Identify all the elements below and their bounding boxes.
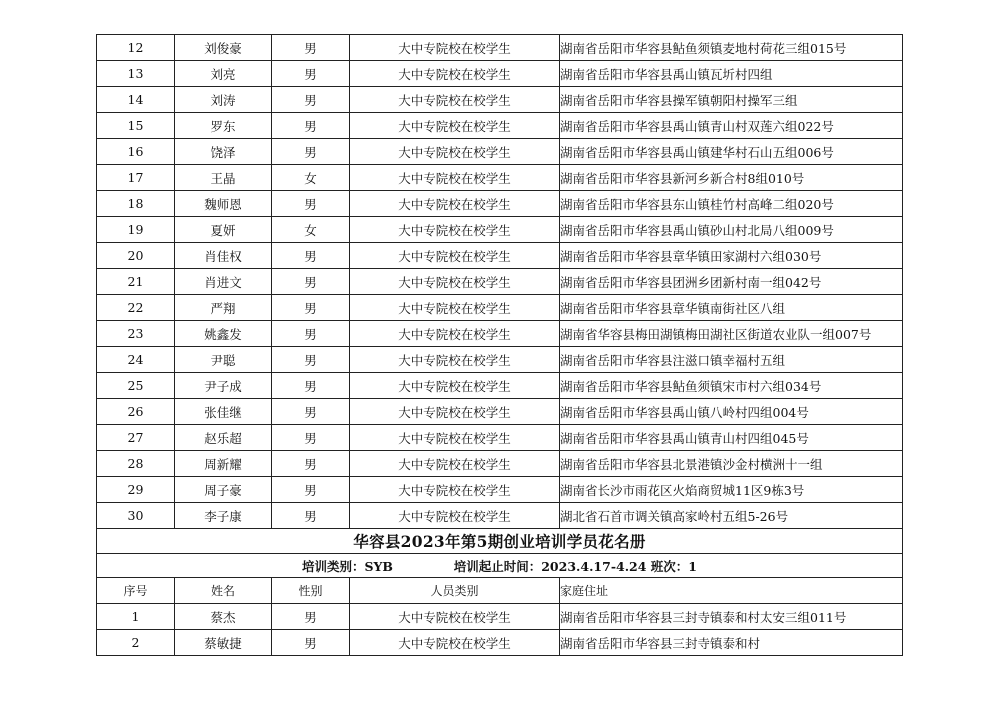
cell-gender: 男 xyxy=(272,477,350,503)
header-name: 姓名 xyxy=(175,578,272,604)
roster-title: 华容县2023年第5期创业培训学员花名册 xyxy=(97,529,903,554)
cell-no: 15 xyxy=(97,113,175,139)
cell-name: 尹子成 xyxy=(175,373,272,399)
cell-no: 20 xyxy=(97,243,175,269)
table-row xyxy=(97,191,903,217)
cell-type: 大中专院校在校学生 xyxy=(350,113,560,139)
cell-name: 蔡敏捷 xyxy=(175,630,272,656)
cell-address: 湖南省华容县梅田湖镇梅田湖社区街道农业队一组007号 xyxy=(560,321,903,347)
table-row xyxy=(97,35,903,61)
cell-address: 湖南省岳阳市华容县章华镇田家湖村六组030号 xyxy=(560,243,903,269)
cell-type: 大中专院校在校学生 xyxy=(350,321,560,347)
cell-address: 湖南省岳阳市华容县操军镇朝阳村操军三组 xyxy=(560,87,903,113)
header-address: 家庭住址 xyxy=(560,578,903,604)
cell-no: 2 xyxy=(97,630,175,656)
cell-gender: 男 xyxy=(272,87,350,113)
cell-type: 大中专院校在校学生 xyxy=(350,61,560,87)
cell-address: 湖南省岳阳市华容县东山镇桂竹村高峰二组020号 xyxy=(560,191,903,217)
table-row xyxy=(97,87,903,113)
cell-type: 大中专院校在校学生 xyxy=(350,191,560,217)
cell-address: 湖南省岳阳市华容县新河乡新合村8组010号 xyxy=(560,165,903,191)
cell-address: 湖北省石首市调关镇高家岭村五组5-26号 xyxy=(560,503,903,529)
cell-type: 大中专院校在校学生 xyxy=(350,503,560,529)
table-row xyxy=(97,347,903,373)
cell-no: 26 xyxy=(97,399,175,425)
section-title-row xyxy=(97,529,903,554)
cell-gender: 男 xyxy=(272,295,350,321)
cell-address: 湖南省岳阳市华容县章华镇南街社区八组 xyxy=(560,295,903,321)
cell-no: 16 xyxy=(97,139,175,165)
cell-type: 大中专院校在校学生 xyxy=(350,269,560,295)
cell-no: 14 xyxy=(97,87,175,113)
cell-address: 湖南省岳阳市华容县鲇鱼须镇宋市村六组034号 xyxy=(560,373,903,399)
cell-address: 湖南省岳阳市华容县禹山镇八岭村四组004号 xyxy=(560,399,903,425)
cell-name: 尹聪 xyxy=(175,347,272,373)
cell-no: 25 xyxy=(97,373,175,399)
cell-type: 大中专院校在校学生 xyxy=(350,630,560,656)
cell-name: 魏师恩 xyxy=(175,191,272,217)
table-row xyxy=(97,139,903,165)
table-row xyxy=(97,451,903,477)
cell-name: 饶泽 xyxy=(175,139,272,165)
header-type: 人员类别 xyxy=(350,578,560,604)
cell-no: 21 xyxy=(97,269,175,295)
cell-gender: 男 xyxy=(272,191,350,217)
table-row xyxy=(97,269,903,295)
cell-address: 湖南省长沙市雨花区火焰商贸城11区9栋3号 xyxy=(560,477,903,503)
cell-name: 刘亮 xyxy=(175,61,272,87)
cell-type: 大中专院校在校学生 xyxy=(350,347,560,373)
table-row xyxy=(97,243,903,269)
cell-type: 大中专院校在校学生 xyxy=(350,373,560,399)
cell-no: 22 xyxy=(97,295,175,321)
cell-no: 1 xyxy=(97,604,175,630)
cell-no: 29 xyxy=(97,477,175,503)
cell-address: 湖南省岳阳市华容县禹山镇建华村石山五组006号 xyxy=(560,139,903,165)
table-row xyxy=(97,165,903,191)
table-row xyxy=(97,630,903,656)
table-row xyxy=(97,373,903,399)
cell-name: 夏妍 xyxy=(175,217,272,243)
cell-gender: 男 xyxy=(272,399,350,425)
cell-name: 罗东 xyxy=(175,113,272,139)
training-period: 培训起止时间：2023.4.17-4.24 班次：1 xyxy=(453,558,698,574)
cell-address: 湖南省岳阳市华容县三封寺镇泰和村 xyxy=(560,630,903,656)
cell-type: 大中专院校在校学生 xyxy=(350,425,560,451)
cell-no: 19 xyxy=(97,217,175,243)
cell-name: 刘俊豪 xyxy=(175,35,272,61)
table-row xyxy=(97,321,903,347)
cell-name: 严翔 xyxy=(175,295,272,321)
training-category: 培训类别：SYB xyxy=(301,558,394,574)
table-row xyxy=(97,61,903,87)
cell-no: 24 xyxy=(97,347,175,373)
roster-table xyxy=(96,34,903,656)
cell-type: 大中专院校在校学生 xyxy=(350,604,560,630)
cell-no: 27 xyxy=(97,425,175,451)
cell-type: 大中专院校在校学生 xyxy=(350,87,560,113)
cell-name: 肖进文 xyxy=(175,269,272,295)
cell-gender: 男 xyxy=(272,451,350,477)
cell-name: 李子康 xyxy=(175,503,272,529)
cell-name: 王晶 xyxy=(175,165,272,191)
cell-name: 蔡杰 xyxy=(175,604,272,630)
cell-no: 30 xyxy=(97,503,175,529)
cell-type: 大中专院校在校学生 xyxy=(350,217,560,243)
table-row xyxy=(97,425,903,451)
cell-address: 湖南省岳阳市华容县禹山镇瓦圻村四组 xyxy=(560,61,903,87)
cell-gender: 男 xyxy=(272,425,350,451)
cell-type: 大中专院校在校学生 xyxy=(350,399,560,425)
cell-gender: 女 xyxy=(272,165,350,191)
cell-address: 湖南省岳阳市华容县鲇鱼须镇麦地村荷花三组015号 xyxy=(560,35,903,61)
table-row xyxy=(97,503,903,529)
cell-gender: 男 xyxy=(272,604,350,630)
table-row xyxy=(97,113,903,139)
cell-address: 湖南省岳阳市华容县注滋口镇幸福村五组 xyxy=(560,347,903,373)
cell-gender: 男 xyxy=(272,347,350,373)
cell-name: 赵乐超 xyxy=(175,425,272,451)
cell-name: 张佳继 xyxy=(175,399,272,425)
cell-gender: 男 xyxy=(272,139,350,165)
cell-address: 湖南省岳阳市华容县禹山镇青山村四组045号 xyxy=(560,425,903,451)
cell-type: 大中专院校在校学生 xyxy=(350,165,560,191)
cell-gender: 男 xyxy=(272,503,350,529)
cell-address: 湖南省岳阳市华容县三封寺镇泰和村太安三组011号 xyxy=(560,604,903,630)
table-row xyxy=(97,295,903,321)
cell-name: 刘涛 xyxy=(175,87,272,113)
cell-no: 18 xyxy=(97,191,175,217)
cell-address: 湖南省岳阳市华容县团洲乡团新村南一组042号 xyxy=(560,269,903,295)
cell-gender: 男 xyxy=(272,630,350,656)
cell-gender: 男 xyxy=(272,113,350,139)
cell-no: 17 xyxy=(97,165,175,191)
cell-address: 湖南省岳阳市华容县禹山镇青山村双莲六组022号 xyxy=(560,113,903,139)
cell-type: 大中专院校在校学生 xyxy=(350,477,560,503)
header-gender: 性别 xyxy=(272,578,350,604)
cell-name: 周子豪 xyxy=(175,477,272,503)
cell-gender: 女 xyxy=(272,217,350,243)
cell-name: 肖佳权 xyxy=(175,243,272,269)
cell-type: 大中专院校在校学生 xyxy=(350,295,560,321)
cell-no: 28 xyxy=(97,451,175,477)
cell-no: 13 xyxy=(97,61,175,87)
cell-address: 湖南省岳阳市华容县禹山镇砂山村北局八组009号 xyxy=(560,217,903,243)
cell-no: 12 xyxy=(97,35,175,61)
training-info-row xyxy=(97,554,903,578)
cell-type: 大中专院校在校学生 xyxy=(350,243,560,269)
table-row xyxy=(97,217,903,243)
cell-gender: 男 xyxy=(272,61,350,87)
cell-gender: 男 xyxy=(272,373,350,399)
table-row xyxy=(97,604,903,630)
table-row xyxy=(97,477,903,503)
cell-address: 湖南省岳阳市华容县北景港镇沙金村横洲十一组 xyxy=(560,451,903,477)
cell-no: 23 xyxy=(97,321,175,347)
cell-gender: 男 xyxy=(272,243,350,269)
training-info xyxy=(97,554,903,578)
cell-gender: 男 xyxy=(272,35,350,61)
table-header-row xyxy=(97,578,903,604)
cell-name: 周新耀 xyxy=(175,451,272,477)
header-no: 序号 xyxy=(97,578,175,604)
cell-gender: 男 xyxy=(272,269,350,295)
cell-type: 大中专院校在校学生 xyxy=(350,139,560,165)
cell-name: 姚鑫发 xyxy=(175,321,272,347)
cell-gender: 男 xyxy=(272,321,350,347)
cell-type: 大中专院校在校学生 xyxy=(350,35,560,61)
cell-type: 大中专院校在校学生 xyxy=(350,451,560,477)
table-row xyxy=(97,399,903,425)
